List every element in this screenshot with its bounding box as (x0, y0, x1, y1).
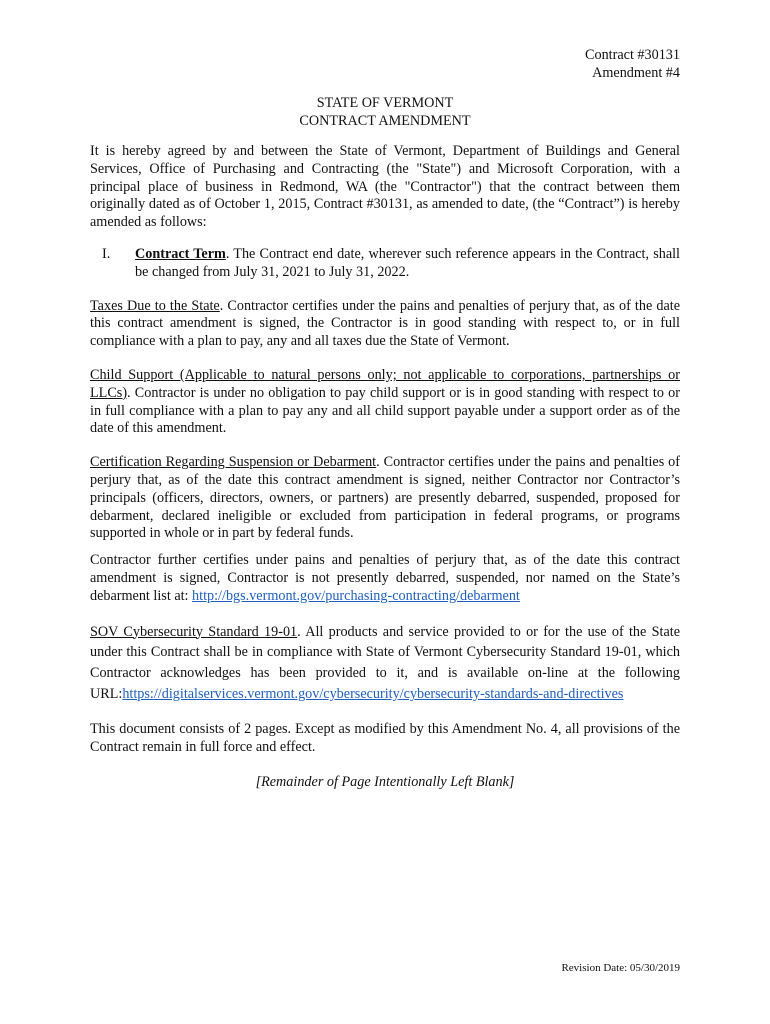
cybersecurity-link[interactable]: https://digitalservices.vermont.gov/cybersecurity/cybersecurity-standards-and-directives (122, 685, 624, 702)
closing-paragraph: This document consists of 2 pages. Except as modified by this Amendment No. 4, all provisions of the Contract remain in full force and effect. (90, 720, 680, 755)
child-support-heading: Child Support (Applicable to natural persons only; not applicable to corporations, partnerships or LLCs) (90, 366, 680, 401)
child-support-section (90, 367, 680, 438)
term-heading: Contract Term (135, 245, 226, 262)
remainder-note: [Remainder of Page Intentionally Left Blank] (255, 774, 515, 791)
debarment-further-section (90, 552, 680, 605)
revision-date: Revision Date: 05/30/2019 (561, 962, 680, 974)
document-title (90, 94, 680, 130)
taxes-section (90, 298, 680, 351)
debarment-heading: Certification Regarding Suspension or Debarment (90, 454, 377, 471)
contract-term-section (90, 246, 680, 282)
debarment-section (90, 454, 680, 543)
debarment-text: . Contractor certifies under the pains and penalties of perjury that, as of the date this contract amendment is signed, neither Contractor nor Contractor’s principals (officers, directors, owners, or partners) are presently debarred, suspended, proposed for debarment, declared ineligible or excluded from participation in federal programs, or programs supported in whole or in part by federal funds. (90, 454, 680, 542)
taxes-text: . Contractor certifies under the pains and penalties of perjury that, as of the date this contract amendment is signed, the Contractor is in good standing with respect to, or in full compliance with a plan to pay, any and all taxes due the State of Vermont. (90, 297, 680, 350)
taxes-heading: Taxes Due to the State (90, 297, 220, 314)
document-page (90, 46, 680, 792)
contract-reference (90, 46, 680, 82)
contract-number: Contract #30131 (585, 47, 680, 63)
cybersecurity-heading: SOV Cybersecurity Standard 19-01 (90, 623, 298, 640)
term-text: . The Contract end date, wherever such reference appears in the Contract, shall be changed from July 31, 2021 to July 31, 2022. (135, 245, 680, 280)
debarment-further-text: Contractor further certifies under pains and penalties of perjury that, as of the date this contract amendment is signed, Contractor is not presently debarred, suspended, nor named on the State’s debarment list at: (90, 552, 680, 604)
intro-paragraph: It is hereby agreed by and between the State of Vermont, Department of Buildings and General Services, Office of Purchasing and Contracting (the "State") and Microsoft Corporation, with a principal place of business in Redmond, WA (the "Contractor") that the contract between them originally dated as of October 1, 2015, Contract #30131, as amended to date, (the “Contract”) is hereby amended as follows: (90, 143, 680, 231)
title-line-2: CONTRACT AMENDMENT (299, 113, 471, 129)
term-body (135, 246, 680, 282)
child-support-text: . Contractor is under no obligation to pay child support or is in good standing with respect to or in full compliance with a plan to pay any and all child support payable under a support order as of the date of this amendment. (90, 384, 680, 437)
cybersecurity-text: . All products and service provided to or for the use of the State under this Contract shall be in compliance with State of Vermont Cybersecurity Standard 19-01, which Contractor acknowledges has been provided to it, and is available on-line at the following URL: (90, 623, 680, 702)
amendment-number: Amendment #4 (592, 65, 680, 81)
cybersecurity-section (90, 622, 680, 705)
debarment-link[interactable]: http://bgs.vermont.gov/purchasing-contracting/debarment (192, 587, 520, 604)
term-numeral: I. (102, 245, 111, 262)
title-line-1: STATE OF VERMONT (316, 95, 454, 111)
